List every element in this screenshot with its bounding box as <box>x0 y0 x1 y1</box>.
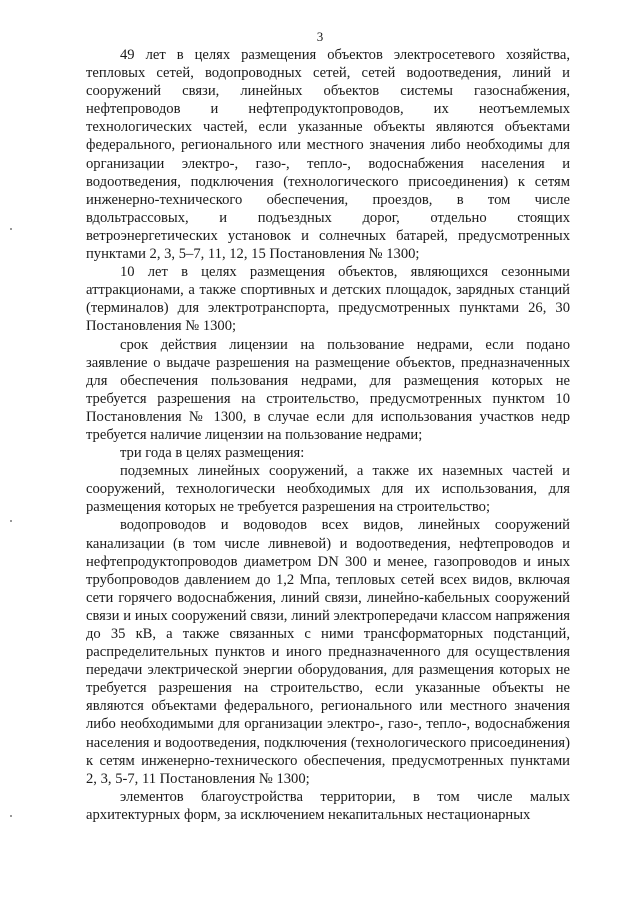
paragraph-10-years: 10 лет в целях размещения объектов, являющихся сезонными аттракционами, а также спортивных и детских площадок, зарядных станций (терминалов) для электротранспорта, предусмотренных пунктами 26, 30 Постановления № 1300; <box>86 264 570 335</box>
paragraph-water-pipelines: водопроводов и водоводов всех видов, линейных сооружений канализации (в том числе ливневой) и водоотведения, нефтепроводов и нефтепродуктопроводов диаметром DN 300 и менее, газопроводов и иных трубопроводов давлением до 1,2 Мпа, тепловых сетей всех видов, включая сети горячего водоснабжения, линий связи, линейно-кабельных сооружений связи и иных сооружений связи, линий электропередачи классом напряжения до 35 кВ, а также связанных с ними трансформаторных подстанций, распределительных пунктов и иного предназначенного для осуществления передачи электрической энергии оборудования, для размещения которых не требуется разрешения на строительство, если указанные объекты не являются объектами федерального, регионального или местного значения либо необходимыми для организации электро-, газо-, тепло-, водоснабжения населения и водоотведения, подключения (технологического присоединения) к сетям инженерно-технического обеспечения, предусмотренных пунктами 2, 3, 5-7, 11 Постановления № 1300; <box>86 517 570 787</box>
paragraph-three-years: три года в целях размещения: <box>120 445 305 462</box>
scan-speck <box>10 815 12 817</box>
scan-speck <box>10 520 12 522</box>
paragraph-license-term: срок действия лицензии на пользование недрами, если подано заявление о выдаче разрешения на размещение объектов, предназначенных для обеспечения пользования недрами, для размещения которых не требуется разрешения на строительство, предусмотренных пунктом 10 Постановления № 1300, в случае если для использования участков недр требуется наличие лицензии на пользование недрами; <box>86 336 570 443</box>
page-number: 3 <box>316 29 324 44</box>
scan-speck <box>10 228 12 230</box>
document-body <box>86 46 570 824</box>
paragraph-49-years: 49 лет в целях размещения объектов электросетевого хозяйства, тепловых сетей, водопроводных сетей, сетей водоотведения, линий и сооружений связи, линейных объектов системы газоснабжения, нефтепроводов и нефтепродуктопроводов, их неотъемлемых технологических частей, если указанные объекты являются объектами федерального, регионального или местного значения либо необходимы для организации электро-, газо-, тепло-, водоснабжения населения и водоотведения, подключения (технологического присоединения) к сетям инженерно-технического обеспечения, проездов, в том числе вдольтрассовых, и подъездных дорог, отдельно стоящих ветроэнергетических установок и солнечных батарей, предусмотренных пунктами 2, 3, 5–7, 11, 12, 15 Постановления № 1300; <box>86 47 570 263</box>
paragraph-underground-structures: подземных линейных сооружений, а также их наземных частей и сооружений, технологически необходимых для их использования, для размещения которых не требуется разрешения на строительство; <box>86 463 570 516</box>
paragraph-landscaping-elements: элементов благоустройства территории, в том числе малых архитектурных форм, за исключением некапитальных нестационарных <box>86 788 570 823</box>
